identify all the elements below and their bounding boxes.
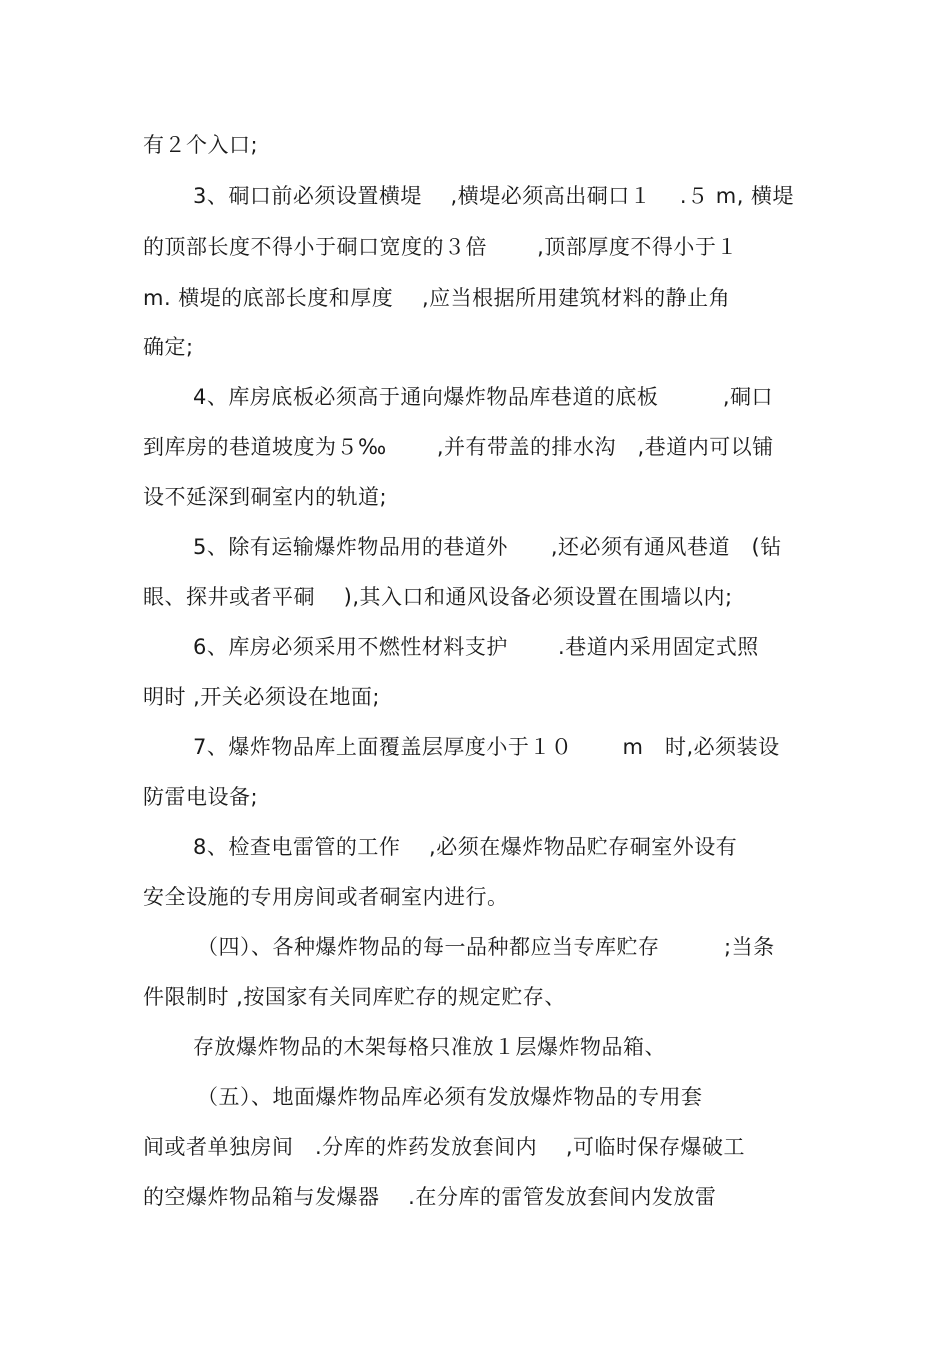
text-line-12: 明时 ,开关必须设在地面;	[143, 685, 380, 709]
text-line-18: 件限制时 ,按国家有关同库贮存的规定贮存、	[143, 985, 566, 1009]
text-line-14: 防雷电设备;	[143, 785, 259, 809]
text-line-15: 8、检查电雷管的工作 ,必须在爆炸物品贮存硐室外设有	[193, 835, 738, 859]
text-line-13: 7、爆炸物品库上面覆盖层厚度小于１０ m 时,必须装设	[193, 735, 780, 759]
text-line-9: 5、除有运输爆炸物品用的巷道外 ,还必须有通风巷道 (钻	[193, 535, 782, 559]
text-line-2: 3、硐口前必须设置横堤 ,横堤必须高出硐口１ .５ m, 横堤	[193, 184, 795, 208]
text-line-19: 存放爆炸物品的木架每格只准放１层爆炸物品箱、	[193, 1035, 666, 1059]
text-line-4: m. 横堤的底部长度和厚度 ,应当根据所用建筑材料的静止角	[143, 286, 731, 310]
text-line-21: 间或者单独房间 .分库的炸药发放套间内 ,可临时保存爆破工	[143, 1135, 746, 1159]
text-line-8: 设不延深到硐室内的轨道;	[143, 485, 388, 509]
text-line-10: 眼、探井或者平硐 ),其入口和通风设备必须设置在围墙以内;	[143, 585, 733, 609]
text-line-17: （四）、各种爆炸物品的每一品种都应当专库贮存 ;当条	[197, 935, 775, 959]
text-line-1: 有２个入口;	[143, 133, 259, 157]
text-line-11: 6、库房必须采用不燃性材料支护 .巷道内采用固定式照	[193, 635, 759, 659]
text-line-5: 确定;	[143, 335, 194, 359]
text-line-20: （五）、地面爆炸物品库必须有发放爆炸物品的专用套	[197, 1085, 703, 1109]
text-line-7: 到库房的巷道坡度为５‰ ,并有带盖的排水沟 ,巷道内可以铺	[143, 435, 774, 459]
text-line-3: 的顶部长度不得小于硐口宽度的３倍 ,顶部厚度不得小于１	[143, 235, 738, 259]
text-line-16: 安全设施的专用房间或者硐室内进行。	[143, 885, 509, 909]
text-line-6: 4、库房底板必须高于通向爆炸物品库巷道的底板 ,硐口	[193, 385, 774, 409]
text-line-22: 的空爆炸物品箱与发爆器 .在分库的雷管发放套间内发放雷	[143, 1185, 717, 1209]
